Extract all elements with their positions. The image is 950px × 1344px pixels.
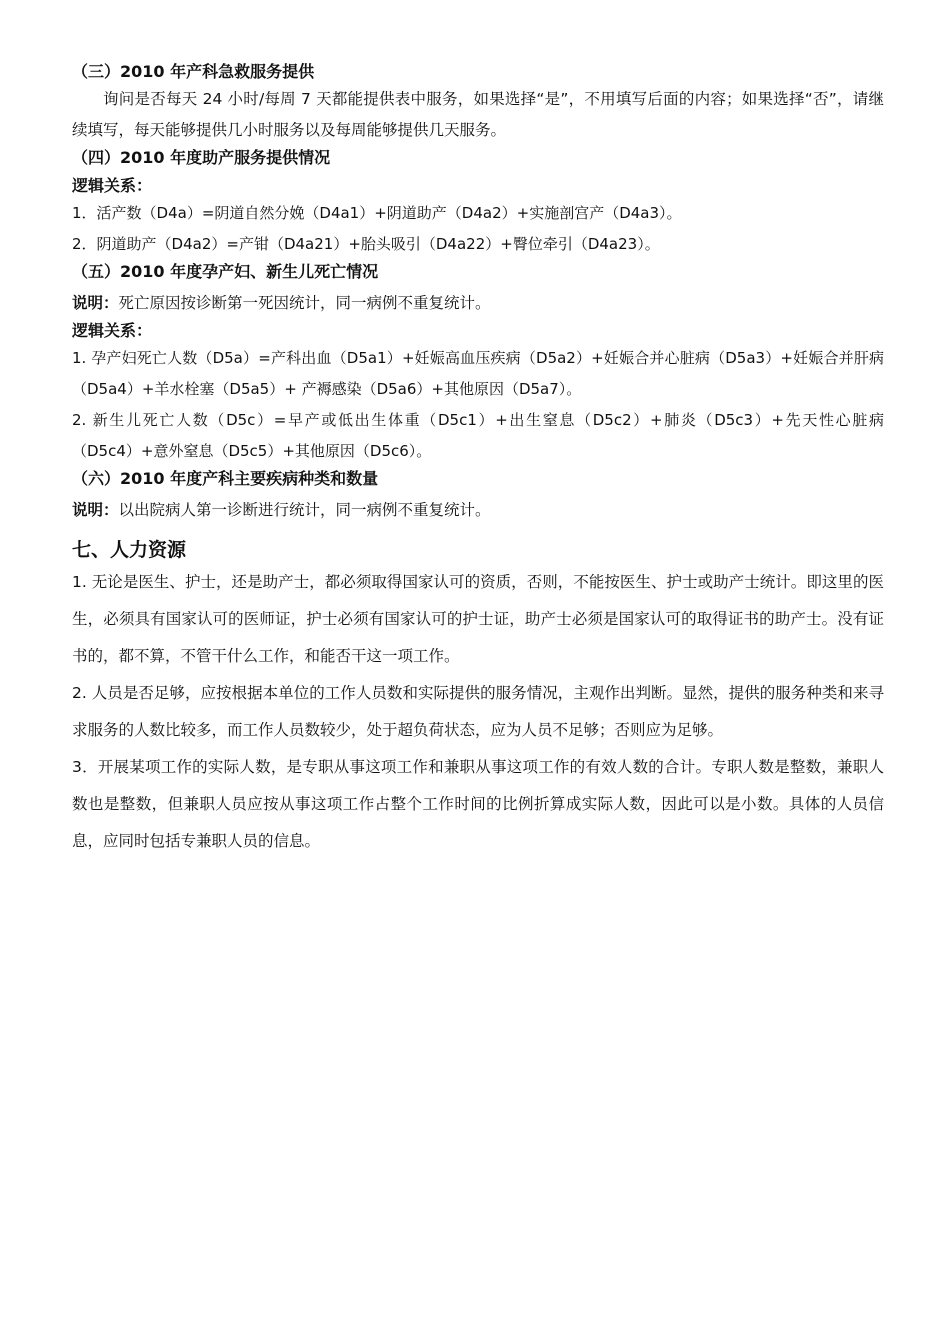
section-5-logic-label: 逻辑关系： bbox=[72, 321, 153, 340]
section-6-note-text: 以出院病人第一诊断进行统计，同一病例不重复统计。 bbox=[118, 501, 491, 519]
section-4-item-2: 2．阴道助产（D4a2）=产钳（D4a21）+胎头吸引（D4a22）+臀位牵引（D4a23）。 bbox=[72, 235, 660, 253]
section-5-item-2: 2. 新生儿死亡人数（D5c）=早产或低出生体重（D5c1）+出生窒息（D5c2）+肺炎（D5c3）+先天性心脏病（D5c4）+意外窒息（D5c5）+其他原因（D5c6）。 bbox=[72, 411, 884, 460]
section-6-heading: （六）2010 年度产科主要疾病种类和数量 bbox=[72, 469, 379, 488]
section-4-heading: （四）2010 年度助产服务提供情况 bbox=[72, 148, 331, 167]
section-3-paragraph: 询问是否每天 24 小时/每周 7 天都能提供表中服务，如果选择“是”，不用填写后面的内容；如果选择“否”，请继续填写，每天能够提供几小时服务以及每周能够提供几天服务。 bbox=[72, 90, 884, 139]
section-5-item-1: 1. 孕产妇死亡人数（D5a）=产科出血（D5a1）+妊娠高血压疾病（D5a2）+妊娠合并心脏病（D5a3）+妊娠合并肝病（D5a4）+羊水栓塞（D5a5）+ 产褥感染（D5a6）+其他原因（D5a7）。 bbox=[72, 349, 884, 398]
section-3-heading: （三）2010 年产科急救服务提供 bbox=[72, 62, 315, 81]
section-5-heading: （五）2010 年度孕产妇、新生儿死亡情况 bbox=[72, 262, 379, 281]
section-7-heading: 七、人力资源 bbox=[72, 539, 187, 561]
section-7-item-3: 3．开展某项工作的实际人数，是专职从事这项工作和兼职从事这项工作的有效人数的合计。专职人数是整数，兼职人数也是整数，但兼职人员应按从事这项工作占整个工作时间的比例折算成实际人数，因此可以是小数。具体的人员信息，应同时包括专兼职人员的信息。 bbox=[72, 758, 884, 850]
section-4-logic-label: 逻辑关系： bbox=[72, 176, 153, 195]
section-5-note-label: 说明： bbox=[72, 294, 119, 312]
section-5-note-text: 死亡原因按诊断第一死因统计，同一病例不重复统计。 bbox=[118, 294, 491, 312]
section-7-item-1: 1. 无论是医生、护士，还是助产士，都必须取得国家认可的资质，否则，不能按医生、护士或助产士统计。即这里的医生，必须具有国家认可的医师证，护士必须有国家认可的护士证，助产士必须是国家认可的取得证书的助产士。没有证书的，都不算，不管干什么工作，和能否干这一项工作。 bbox=[72, 573, 884, 665]
section-6-note bbox=[72, 495, 884, 526]
section-7-item-2: 2. 人员是否足够，应按根据本单位的工作人员数和实际提供的服务情况，主观作出判断。显然，提供的服务种类和来寻求服务的人数比较多，而工作人员数较少，处于超负荷状态，应为人员不足够；否则应为足够。 bbox=[72, 684, 884, 739]
document-body bbox=[72, 60, 884, 860]
section-6-note-label: 说明： bbox=[72, 501, 119, 519]
section-4-item-1: 1．活产数（D4a）=阴道自然分娩（D4a1）+阴道助产（D4a2）+实施剖宫产（D4a3）。 bbox=[72, 204, 682, 222]
section-5-note bbox=[72, 288, 884, 319]
